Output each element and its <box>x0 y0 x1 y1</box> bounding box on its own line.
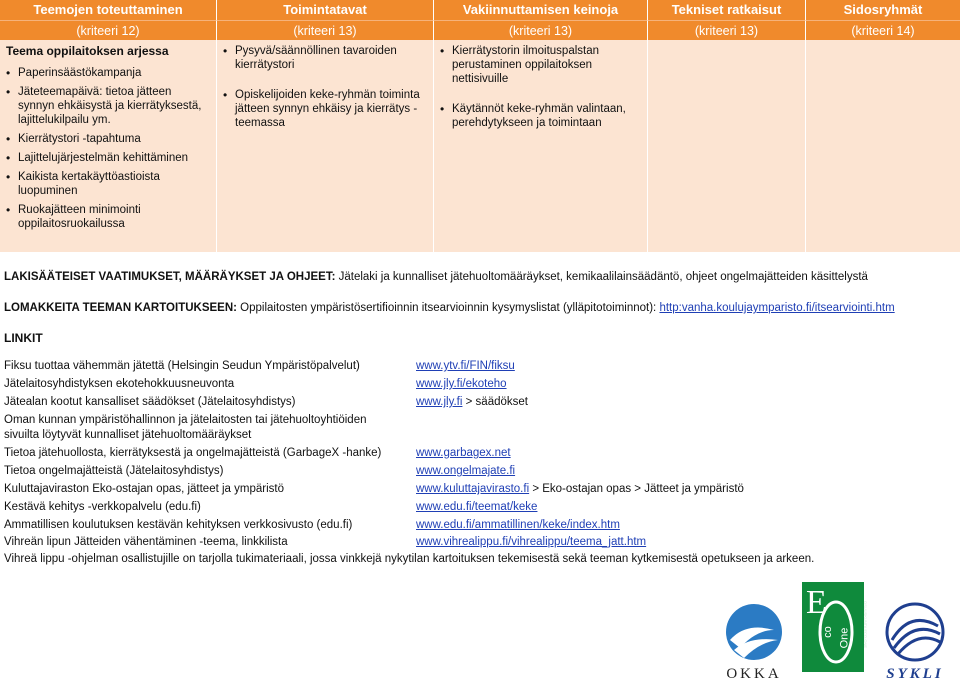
link-description: Kuluttajaviraston Eko-ostajan opas, jätteet ja ympäristö <box>4 483 284 495</box>
link-description: Jätealan kootut kansalliset säädökset (Jätelaitosyhdistys) <box>4 396 296 408</box>
forms-text: Oppilaitosten ympäristösertifioinnin itsearvioinnin kysymyslistat (ylläpitotoiminnot): <box>236 302 660 314</box>
cell-toimintatavat <box>217 40 434 252</box>
link-url[interactable]: www.kuluttajavirasto.fi <box>416 483 530 495</box>
table-header-row <box>0 0 960 20</box>
econe-logo <box>802 582 869 672</box>
list-item: • Ruokajätteen minimointi oppilaitosruokailussa <box>6 203 210 231</box>
link-url[interactable]: www.edu.fi/teemat/keke <box>416 501 538 513</box>
forms-label: LOMAKKEITA TEEMAN KARTOITUKSEEN: <box>4 302 237 314</box>
link-url[interactable]: www.ongelmajate.fi <box>416 465 516 477</box>
list-item: • Kaikista kertakäyttöastioista luopuminen <box>6 170 210 198</box>
forms-link[interactable]: http:vanha.koulujaymparisto.fi/itsearviointi.htm <box>659 302 895 314</box>
header-tekniset-ratkaisut: Tekniset ratkaisut <box>648 0 806 20</box>
list-item: • Opiskelijoiden keke-ryhmän toiminta jätteen synnyn ehkäisy ja kierrätys -teemassa <box>223 88 427 130</box>
econe-one: One <box>838 627 851 649</box>
subheader-criterion: (kriteeri 14) <box>806 20 960 40</box>
link-url[interactable]: www.jly.fi/ekoteho <box>416 378 507 390</box>
cell-tekniset-ratkaisut <box>648 40 806 252</box>
subheader-criterion: (kriteeri 13) <box>648 20 806 40</box>
link-url[interactable]: www.garbagex.net <box>416 447 511 459</box>
footer-note: Vihreä lippu -ohjelman osallistujille on tarjolla tukimateriaali, jossa vinkkejä nykytilan kartoituksen tekemisestä sekä teeman kytkemisestä opetukseen ja arkeen. <box>4 553 815 565</box>
link-description: Kestävä kehitys -verkkopalvelu (edu.fi) <box>4 501 201 513</box>
okka-logo <box>716 600 792 684</box>
list-item: • Kierrätystorin ilmoituspalstan perustaminen oppilaitoksen nettisivuille <box>440 44 641 86</box>
subheader-criterion: (kriteeri 12) <box>0 20 217 40</box>
bullet-list <box>223 44 427 130</box>
link-url[interactable]: www.ytv.fi/FIN/fiksu <box>416 360 515 372</box>
legal-label: LAKISÄÄTEISET VAATIMUKSET, MÄÄRÄYKSET JA OHJEET: <box>4 271 336 283</box>
survey-forms <box>4 302 895 314</box>
table-body-row <box>0 40 960 252</box>
subheader-criterion: (kriteeri 13) <box>217 20 434 40</box>
cell-vakiinnuttamisen-keinoja <box>434 40 648 252</box>
sykli-logo <box>880 600 950 684</box>
sykli-text: SYKLI <box>886 666 944 682</box>
list-item: • Lajittelujärjestelmän kehittäminen <box>6 151 210 165</box>
legal-text: Jätelaki ja kunnalliset jätehuoltomääräykset, kemikaalilainsäädäntö, ohjeet ongelmajätteiden käsittelystä <box>335 271 868 283</box>
link-description: Tietoa ongelmajätteistä (Jätelaitosyhdistys) <box>4 465 224 477</box>
legal-requirements <box>4 271 868 283</box>
links-title: LINKIT <box>4 331 43 345</box>
link-description: Vihreän lipun Jätteiden vähentäminen -teema, linkkilista <box>4 536 288 548</box>
link-description: Tietoa jätehuollosta, kierrätyksestä ja ongelmajätteistä (GarbageX -hanke) <box>4 447 382 459</box>
list-item: • Paperinsäästökampanja <box>6 66 210 80</box>
cell-sidosryhmat <box>806 40 960 252</box>
list-item: • Pysyvä/säännöllinen tavaroiden kierrätystori <box>223 44 427 72</box>
econe-side-text: OSUUSKUNTA ECO-ONE <box>863 600 869 649</box>
link-url[interactable]: www.vihrealippu.fi/vihrealippu/teema_jatt.htm <box>416 536 647 548</box>
bullet-list <box>440 44 641 130</box>
table-subheader-row <box>0 20 960 40</box>
list-item: • Kierrätystori -tapahtuma <box>6 132 210 146</box>
subheader-criterion: (kriteeri 13) <box>434 20 648 40</box>
header-teemojen-toteuttaminen: Teemojen toteuttaminen <box>0 0 217 20</box>
header-toimintatavat: Toimintatavat <box>217 0 434 20</box>
list-item: • Jäteteemapäivä: tietoa jätteen synnyn ehkäisystä ja kierrätyksestä, lajittelukilpailu ym. <box>6 85 210 127</box>
header-vakiinnuttamisen-keinoja: Vakiinnuttamisen keinoja <box>434 0 648 20</box>
link-description: Fiksu tuottaa vähemmän jätettä (Helsingin Seudun Ympäristöpalvelut) <box>4 360 360 372</box>
cell-teemojen-toteuttaminen <box>0 40 217 252</box>
link-url[interactable]: www.edu.fi/ammatillinen/keke/index.htm <box>416 519 620 531</box>
bullet-list <box>6 66 210 231</box>
list-item: • Käytännöt keke-ryhmän valintaan, perehdytykseen ja toimintaan <box>440 102 641 130</box>
link-url[interactable]: www.jly.fi <box>416 396 463 408</box>
link-description: Ammatillisen koulutuksen kestävän kehityksen verkkosivusto (edu.fi) <box>4 519 353 531</box>
okka-text: OKKA <box>726 666 782 682</box>
criteria-table <box>0 0 960 252</box>
link-description: Oman kunnan ympäristöhallinnon ja jätelaitosten tai jätehuoltoyhtiöiden sivuilta löytyvät kunnalliset jätehuoltomääräykset <box>4 414 367 441</box>
link-suffix: > säädökset <box>462 396 528 408</box>
column-title: Teema oppilaitoksen arjessa <box>6 44 169 58</box>
econe-letter-e: E <box>806 584 827 621</box>
link-suffix: > Eko-ostajan opas > Jätteet ja ympäristö <box>529 483 744 495</box>
econe-co: co <box>821 626 834 638</box>
link-description: Jätelaitosyhdistyksen ekotehokkuusneuvonta <box>4 378 235 390</box>
header-sidosryhmat: Sidosryhmät <box>806 0 960 20</box>
